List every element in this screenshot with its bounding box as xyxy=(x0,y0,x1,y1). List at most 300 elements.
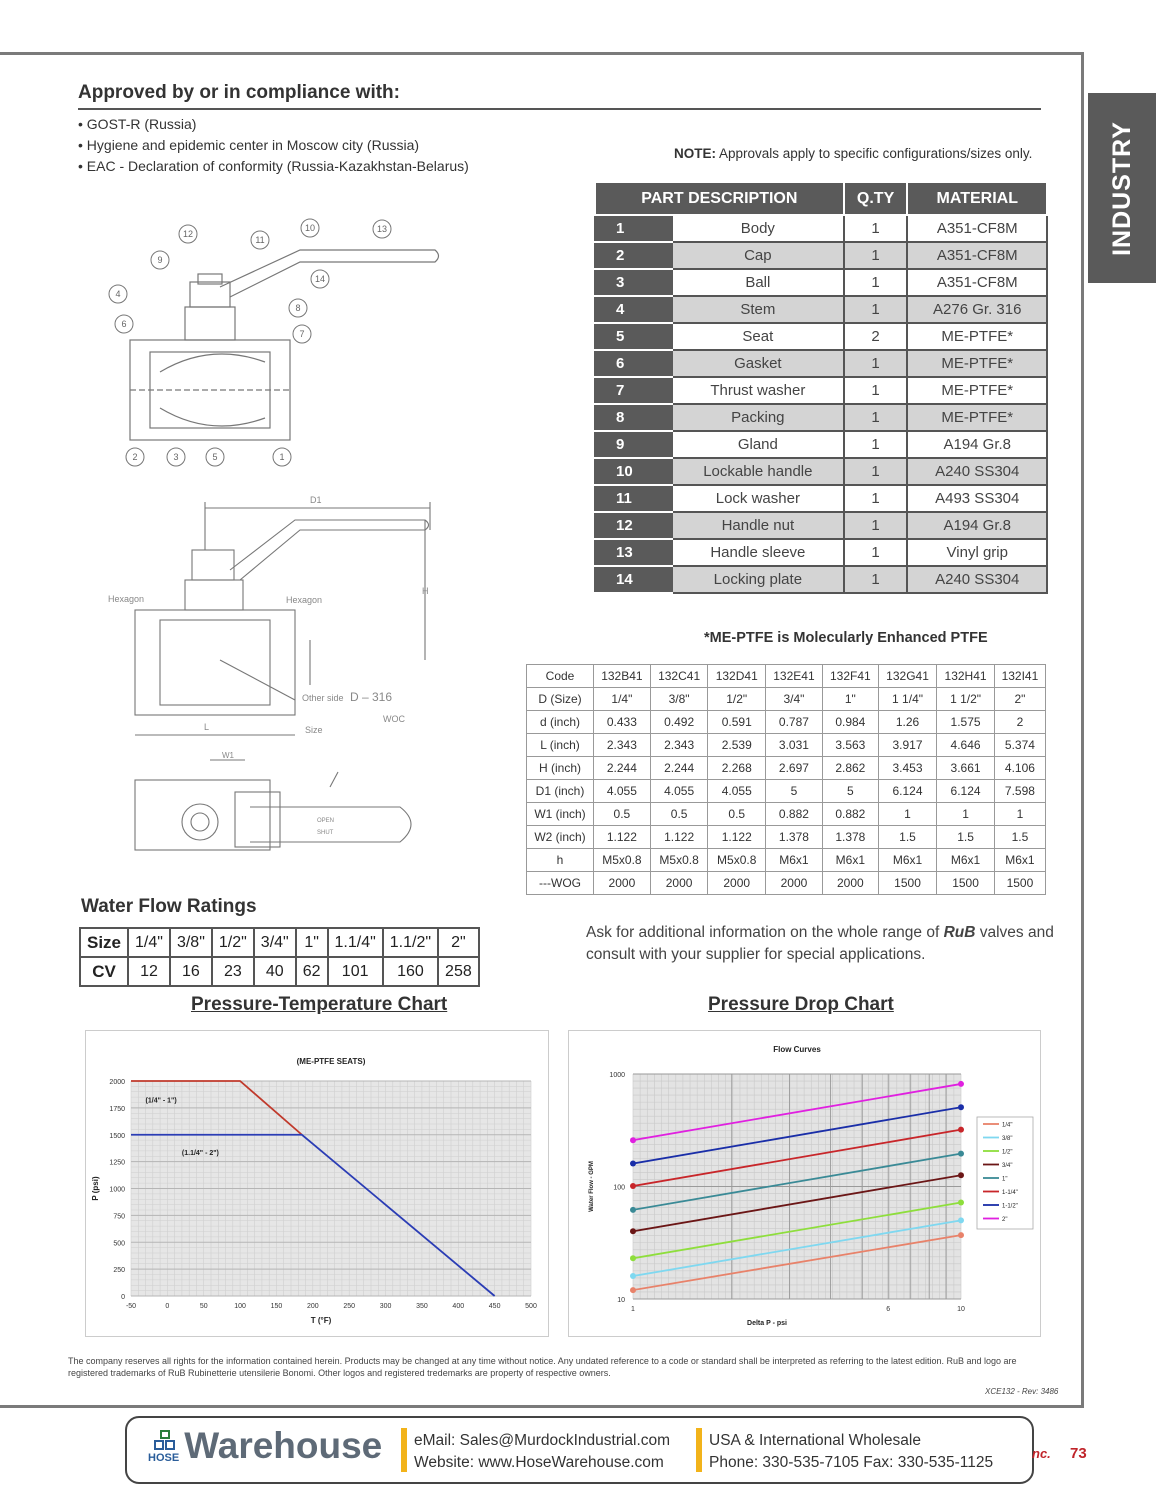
x-tick-label: 400 xyxy=(452,1303,465,1310)
dims-row-label: d (inch) xyxy=(527,711,594,734)
part-qty: 1 xyxy=(844,377,908,404)
parts-row xyxy=(595,215,1047,242)
part-number: 6 xyxy=(595,350,672,377)
y-tick-label: 100 xyxy=(613,1184,625,1192)
legend-label: 1/4" xyxy=(1002,1122,1013,1129)
part-material: Vinyl grip xyxy=(907,539,1047,566)
part-material: A194 Gr.8 xyxy=(907,512,1047,539)
part-qty: 1 xyxy=(844,242,908,269)
footer-accent-bar xyxy=(401,1428,407,1472)
footer-wholesale: USA & International Wholesale xyxy=(709,1432,921,1449)
pt-chart-title: Pressure-Temperature Chart xyxy=(191,994,448,1015)
legend-label: 1" xyxy=(1002,1176,1008,1183)
parts-header-material: MATERIAL xyxy=(907,182,1047,215)
cv-cell: 40 xyxy=(254,957,296,986)
part-number: 2 xyxy=(595,242,672,269)
dims-cell: 4.055 xyxy=(708,780,766,803)
dims-cell: M6x1 xyxy=(878,849,936,872)
dims-cell: 1.378 xyxy=(766,826,823,849)
dims-cell: 4.055 xyxy=(650,780,708,803)
part-description: Gland xyxy=(672,431,844,458)
x-tick-label: 6 xyxy=(886,1306,891,1313)
parts-row xyxy=(595,404,1047,431)
parts-header-description: PART DESCRIPTION xyxy=(595,182,844,215)
dims-cell: 0.882 xyxy=(822,803,878,826)
dims-cell: 3/8" xyxy=(650,688,708,711)
cv-cell: 12 xyxy=(128,957,170,986)
part-qty: 1 xyxy=(844,539,908,566)
data-point xyxy=(958,1081,964,1087)
part-number: 10 xyxy=(595,458,672,485)
dims-cell: 1.378 xyxy=(822,826,878,849)
approval-item: • GOST-R (Russia) xyxy=(78,116,197,132)
dims-cell: 0.492 xyxy=(650,711,708,734)
dimensions-table xyxy=(526,664,1046,895)
dims-cell: 1/4" xyxy=(594,688,651,711)
dims-cell: 7.598 xyxy=(994,780,1045,803)
dims-cell: 132D41 xyxy=(708,665,766,688)
dims-cell: 3.661 xyxy=(937,757,995,780)
part-description: Body xyxy=(672,215,844,242)
dims-row-label: L (inch) xyxy=(527,734,594,757)
part-description: Thrust washer xyxy=(672,377,844,404)
data-point xyxy=(958,1200,964,1206)
parts-header-qty: Q.TY xyxy=(844,182,908,215)
part-material: ME-PTFE* xyxy=(907,350,1047,377)
part-description: Handle nut xyxy=(672,512,844,539)
dims-row-label: ---WOG xyxy=(527,872,594,895)
dims-cell: 3.453 xyxy=(878,757,936,780)
part-number: 11 xyxy=(595,485,672,512)
ask-info-text: Ask for additional information on the whole range of RuB valves and consult with your supplier for special applications. xyxy=(586,924,1054,963)
balloon-label: 13 xyxy=(376,224,388,234)
y-tick-label: 1750 xyxy=(109,1105,125,1113)
dims-row-label: Code xyxy=(527,665,594,688)
dims-cell: 3.031 xyxy=(766,734,823,757)
dims-cell: 1 1/2" xyxy=(937,688,995,711)
y-tick-label: 1250 xyxy=(109,1159,125,1167)
x-tick-label: 200 xyxy=(306,1303,319,1310)
dims-cell: 1.122 xyxy=(708,826,766,849)
approval-item: • EAC - Declaration of conformity (Russia-Kazakhstan-Belarus) xyxy=(78,158,469,174)
x-tick-label: 50 xyxy=(199,1303,208,1310)
part-qty: 1 xyxy=(844,458,908,485)
dims-row xyxy=(527,711,1046,734)
dims-cell: 6.124 xyxy=(878,780,936,803)
dims-cell: 1.5 xyxy=(878,826,936,849)
x-axis-label: T (°F) xyxy=(310,1316,332,1325)
balloon-label: 14 xyxy=(314,274,326,284)
x-tick-label: -50 xyxy=(125,1303,137,1310)
part-qty: 2 xyxy=(844,323,908,350)
dims-cell: 0.5 xyxy=(594,803,651,826)
dim-w1: W1 xyxy=(222,752,234,760)
y-axis-label: Water Flow - GPM xyxy=(589,1161,595,1212)
dims-row xyxy=(527,780,1046,803)
dims-cell: 2000 xyxy=(594,872,651,895)
balloon-label: 8 xyxy=(295,303,301,313)
cv-cell: 16 xyxy=(170,957,212,986)
data-point xyxy=(958,1232,964,1238)
dims-row xyxy=(527,734,1046,757)
dims-cell: 132G41 xyxy=(878,665,936,688)
part-material: A351-CF8M xyxy=(907,242,1047,269)
data-point xyxy=(958,1172,964,1178)
balloon-label: 5 xyxy=(212,452,218,462)
hexagon-label: Hexagon xyxy=(108,594,145,604)
data-point xyxy=(958,1217,964,1223)
dims-cell: M5x0.8 xyxy=(708,849,766,872)
y-tick-label: 1500 xyxy=(109,1132,125,1140)
parts-row xyxy=(595,242,1047,269)
industry-side-tab: INDUSTRY xyxy=(1088,93,1156,283)
dims-cell: 0.882 xyxy=(766,803,823,826)
cv-cell: 258 xyxy=(438,957,479,986)
approvals-list xyxy=(78,114,469,177)
legend-label: 1-1/2" xyxy=(1002,1203,1018,1210)
y-tick-label: 250 xyxy=(113,1267,125,1275)
dims-cell: 0.433 xyxy=(594,711,651,734)
parts-row xyxy=(595,485,1047,512)
series-label: (1/4" - 1") xyxy=(145,1097,177,1105)
size-label: Size xyxy=(305,725,323,735)
dims-cell: 1" xyxy=(822,688,878,711)
dims-cell: 5.374 xyxy=(994,734,1045,757)
revision-code: XCE132 - Rev: 3486 xyxy=(985,1387,1059,1396)
dims-cell: 4.055 xyxy=(594,780,651,803)
y-tick-label: 0 xyxy=(121,1294,125,1301)
logo-wordmark: Warehouse xyxy=(184,1425,383,1466)
footer-website[interactable]: Website: www.HoseWarehouse.com xyxy=(414,1454,664,1471)
cv-cell: 101 xyxy=(328,957,383,986)
part-description: Seat xyxy=(672,323,844,350)
x-tick-label: 100 xyxy=(234,1303,246,1310)
dims-cell: 132C41 xyxy=(650,665,708,688)
part-description: Lockable handle xyxy=(672,458,844,485)
x-tick-label: 500 xyxy=(525,1303,537,1310)
legend-box xyxy=(977,1117,1033,1229)
size-cell: 1" xyxy=(296,928,328,957)
x-tick-label: 450 xyxy=(488,1303,501,1310)
logo-boxes-icon xyxy=(153,1430,177,1452)
x-tick-label: 150 xyxy=(270,1303,283,1310)
data-point xyxy=(630,1161,636,1167)
dims-cell: 3/4" xyxy=(766,688,823,711)
page-number: 73 xyxy=(1070,1445,1087,1462)
water-flow-title: Water Flow Ratings xyxy=(81,896,257,917)
pd-chart-title: Pressure Drop Chart xyxy=(708,994,894,1015)
y-tick-label: 500 xyxy=(113,1240,125,1248)
series-label: (1.1/4" - 2") xyxy=(181,1150,219,1158)
dims-cell: 1.26 xyxy=(878,711,936,734)
dims-cell: 1.122 xyxy=(650,826,708,849)
part-qty: 1 xyxy=(844,485,908,512)
part-material: A240 SS304 xyxy=(907,458,1047,485)
dims-cell: 0.787 xyxy=(766,711,823,734)
dims-row xyxy=(527,803,1046,826)
part-description: Gasket xyxy=(672,350,844,377)
x-tick-label: 300 xyxy=(379,1303,392,1310)
pressure-temperature-chart xyxy=(86,1031,548,1336)
data-point xyxy=(630,1207,636,1213)
legend-label: 1/2" xyxy=(1002,1149,1013,1156)
part-number: 14 xyxy=(595,566,672,593)
dims-cell: 5 xyxy=(822,780,878,803)
balloon-label: 4 xyxy=(115,289,121,299)
part-qty: 1 xyxy=(844,269,908,296)
dims-cell: 4.106 xyxy=(994,757,1045,780)
dims-cell: M5x0.8 xyxy=(594,849,651,872)
y-tick-label: 1000 xyxy=(109,1186,125,1194)
size-header: Size xyxy=(80,928,128,957)
data-point xyxy=(630,1137,636,1143)
open-label: OPEN xyxy=(317,818,335,824)
dims-cell: 2.343 xyxy=(650,734,708,757)
y-tick-label: 750 xyxy=(113,1213,125,1221)
dims-cell: 2.539 xyxy=(708,734,766,757)
data-point xyxy=(630,1183,636,1189)
chart-subtitle: Flow Curves xyxy=(773,1045,821,1054)
part-description: Handle sleeve xyxy=(672,539,844,566)
data-point xyxy=(958,1127,964,1133)
pressure-drop-chart xyxy=(569,1031,1040,1336)
dims-cell: M6x1 xyxy=(766,849,823,872)
balloon-label: 11 xyxy=(255,235,265,245)
dims-row-label: h xyxy=(527,849,594,872)
part-number: 13 xyxy=(595,539,672,566)
dims-cell: 5 xyxy=(766,780,823,803)
part-description: Cap xyxy=(672,242,844,269)
dims-row-label: W2 (inch) xyxy=(527,826,594,849)
cv-header: CV xyxy=(80,957,128,986)
chart-subtitle: (ME-PTFE SEATS) xyxy=(296,1057,366,1066)
dims-row-label: D (Size) xyxy=(527,688,594,711)
dims-cell: 2.862 xyxy=(822,757,878,780)
x-tick-label: 0 xyxy=(165,1303,170,1310)
data-point xyxy=(630,1273,636,1279)
dims-row xyxy=(527,826,1046,849)
x-tick-label: 1 xyxy=(631,1306,635,1313)
dims-row xyxy=(527,665,1046,688)
part-description: Packing xyxy=(672,404,844,431)
balloon-label: 10 xyxy=(304,223,316,233)
dims-cell: 132E41 xyxy=(766,665,823,688)
dims-cell: 1500 xyxy=(878,872,936,895)
part-material: A351-CF8M xyxy=(907,269,1047,296)
dims-cell: 1 xyxy=(994,803,1045,826)
y-tick-label: 1000 xyxy=(609,1072,625,1079)
balloon-label: 1 xyxy=(279,452,285,462)
footer-inc: nc. xyxy=(1032,1446,1051,1461)
dims-cell: 132F41 xyxy=(822,665,878,688)
shut-label: SHUT xyxy=(317,830,334,836)
valve-top-drawing xyxy=(100,752,430,862)
approval-item: • Hygiene and epidemic center in Moscow city (Russia) xyxy=(78,137,420,153)
data-point xyxy=(630,1228,636,1234)
part-material: A351-CF8M xyxy=(907,215,1047,242)
dims-row-label: H (inch) xyxy=(527,757,594,780)
hexagon-label: Hexagon xyxy=(286,595,323,605)
dims-cell: 1.122 xyxy=(594,826,651,849)
dims-cell: 1 1/4" xyxy=(878,688,936,711)
dims-cell: M6x1 xyxy=(822,849,878,872)
footer-phone: Phone: 330-535-7105 Fax: 330-535-1125 xyxy=(709,1454,994,1471)
dims-row xyxy=(527,757,1046,780)
balloon-label: 7 xyxy=(299,329,305,339)
dim-h: H xyxy=(422,586,429,596)
dims-cell: 132I41 xyxy=(994,665,1045,688)
footer-contact-phone xyxy=(709,1430,993,1474)
dims-cell: 0.5 xyxy=(708,803,766,826)
part-material: A194 Gr.8 xyxy=(907,431,1047,458)
data-point xyxy=(630,1255,636,1261)
dims-cell: 2000 xyxy=(766,872,823,895)
part-number: 4 xyxy=(595,296,672,323)
part-description: Ball xyxy=(672,269,844,296)
woc-label: WOC xyxy=(383,714,405,724)
parts-row xyxy=(595,431,1047,458)
footer-email[interactable]: eMail: Sales@MurdockIndustrial.com xyxy=(414,1432,671,1449)
part-qty: 1 xyxy=(844,404,908,431)
part-qty: 1 xyxy=(844,431,908,458)
part-qty: 1 xyxy=(844,215,908,242)
parts-row xyxy=(595,377,1047,404)
x-axis-label: Delta P - psi xyxy=(747,1320,787,1327)
size-cell: 1.1/2" xyxy=(383,928,438,957)
part-number: 9 xyxy=(595,431,672,458)
balloon-label: 3 xyxy=(173,452,179,462)
cv-cell: 62 xyxy=(296,957,328,986)
heading-divider xyxy=(78,108,1041,110)
size-cell: 2" xyxy=(438,928,479,957)
part-material: A493 SS304 xyxy=(907,485,1047,512)
dims-row-label: D1 (inch) xyxy=(527,780,594,803)
parts-row xyxy=(595,566,1047,593)
dims-cell: 4.646 xyxy=(937,734,995,757)
x-tick-label: 250 xyxy=(343,1303,356,1310)
x-tick-label: 10 xyxy=(957,1306,965,1313)
parts-row xyxy=(595,269,1047,296)
part-description: Stem xyxy=(672,296,844,323)
part-number: 1 xyxy=(595,215,672,242)
dims-cell: 2 xyxy=(994,711,1045,734)
legend-label: 2" xyxy=(1002,1217,1008,1223)
y-tick-label: 10 xyxy=(617,1297,625,1304)
dims-row xyxy=(527,872,1046,895)
data-point xyxy=(630,1287,636,1293)
balloon-label: 12 xyxy=(182,229,194,239)
part-number: 8 xyxy=(595,404,672,431)
dims-cell: M6x1 xyxy=(937,849,995,872)
dims-cell: 1.5 xyxy=(937,826,995,849)
parts-table xyxy=(594,181,1048,594)
parts-row xyxy=(595,512,1047,539)
valve-section-drawing xyxy=(100,212,450,482)
dims-row xyxy=(527,688,1046,711)
part-number: 5 xyxy=(595,323,672,350)
dims-cell: 3.917 xyxy=(878,734,936,757)
legend-label: 1-1/4" xyxy=(1002,1190,1018,1196)
hose-warehouse-logo: HOSE Warehouse xyxy=(148,1425,383,1466)
dims-cell: 1500 xyxy=(937,872,995,895)
size-cell: 1/4" xyxy=(128,928,170,957)
dims-cell: 2" xyxy=(994,688,1045,711)
part-material: ME-PTFE* xyxy=(907,377,1047,404)
dims-cell: 2000 xyxy=(708,872,766,895)
disclaimer-text: The company reserves all rights for the information contained herein. Products may be changed at any time without notice. Any undated reference to a code or standard shall be interpreted as referring to the latest edition. RuB and logo are registered trademarks of RuB Rubinetterie utensilerie Bonomi. Other logos and registered tredemarks are property of respective owners. xyxy=(68,1356,1017,1378)
pd-chart-box xyxy=(568,1030,1041,1337)
parts-row xyxy=(595,323,1047,350)
part-description: Locking plate xyxy=(672,566,844,593)
dims-cell: 2000 xyxy=(650,872,708,895)
dims-cell: 6.124 xyxy=(937,780,995,803)
part-number: 12 xyxy=(595,512,672,539)
dims-cell: 2.244 xyxy=(650,757,708,780)
legend-label: 3/4" xyxy=(1002,1163,1013,1169)
dim-d1: D1 xyxy=(310,495,322,505)
dims-row-label: W1 (inch) xyxy=(527,803,594,826)
part-number: 3 xyxy=(595,269,672,296)
size-cell: 3/4" xyxy=(254,928,296,957)
dims-cell: 1/2" xyxy=(708,688,766,711)
parts-row xyxy=(595,350,1047,377)
dims-cell: 0.5 xyxy=(650,803,708,826)
dims-cell: 0.984 xyxy=(822,711,878,734)
ptfe-footnote: *ME-PTFE is Molecularly Enhanced PTFE xyxy=(704,630,988,646)
y-axis-label: P (psi) xyxy=(91,1176,100,1201)
balloon-label: 2 xyxy=(132,452,138,462)
cv-cell: 160 xyxy=(383,957,438,986)
part-description: Lock washer xyxy=(672,485,844,512)
dims-cell: 0.591 xyxy=(708,711,766,734)
dims-cell: 132H41 xyxy=(937,665,995,688)
dims-cell: 2.268 xyxy=(708,757,766,780)
dims-cell: 1.575 xyxy=(937,711,995,734)
dims-cell: 132B41 xyxy=(594,665,651,688)
part-material: A240 SS304 xyxy=(907,566,1047,593)
approval-note: NOTE: Approvals apply to specific configurations/sizes only. xyxy=(674,146,1033,161)
pt-chart-box xyxy=(85,1030,549,1337)
dims-cell: M5x0.8 xyxy=(650,849,708,872)
size-cell: 1.1/4" xyxy=(328,928,383,957)
part-qty: 1 xyxy=(844,512,908,539)
approvals-heading: Approved by or in compliance with: xyxy=(78,82,400,103)
size-cell: 1/2" xyxy=(212,928,254,957)
dims-cell: 1.5 xyxy=(994,826,1045,849)
part-number: 7 xyxy=(595,377,672,404)
balloon-label: 6 xyxy=(121,319,127,329)
dims-cell: 1 xyxy=(878,803,936,826)
x-tick-label: 350 xyxy=(416,1303,428,1310)
size-cell: 3/8" xyxy=(170,928,212,957)
other-side-label: Other side xyxy=(302,693,344,703)
part-material: A276 Gr. 316 xyxy=(907,296,1047,323)
part-material: ME-PTFE* xyxy=(907,404,1047,431)
footer-accent-bar xyxy=(696,1428,702,1472)
dims-cell: 2.343 xyxy=(594,734,651,757)
parts-row xyxy=(595,296,1047,323)
dims-cell: 2000 xyxy=(822,872,878,895)
dims-cell: 3.563 xyxy=(822,734,878,757)
cv-cell: 23 xyxy=(212,957,254,986)
part-qty: 1 xyxy=(844,296,908,323)
valve-dimension-drawing xyxy=(100,490,440,750)
parts-row xyxy=(595,539,1047,566)
y-tick-label: 2000 xyxy=(109,1079,125,1086)
dims-cell: M6x1 xyxy=(994,849,1045,872)
part-qty: 1 xyxy=(844,566,908,593)
dims-cell: 1500 xyxy=(994,872,1045,895)
